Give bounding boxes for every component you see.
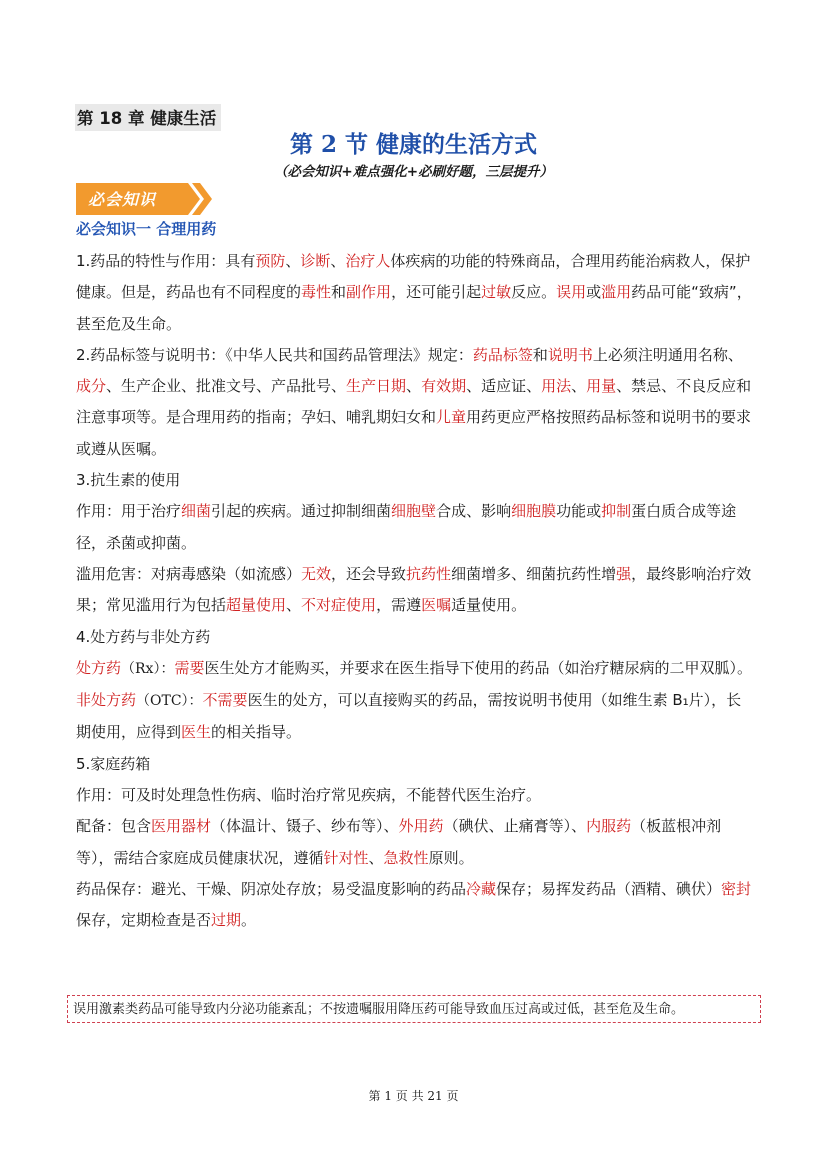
note-box: 误用激素类药品可能导致内分泌功能紊乱；不按遗嘱服用降压药可能导致血压过高或过低，甚至危及生命。 bbox=[67, 995, 761, 1023]
paragraph-4-rx: 处方药（Rx）：需要医生处方才能购买，并要求在医生指导下使用的药品（如治疗糖尿病的二甲双胍）。 bbox=[76, 658, 752, 677]
page-footer: 第 1 页 共 21 页 bbox=[368, 1089, 459, 1103]
paragraph-5-effect: 作用：可及时处理急性伤病、临时治疗常见疾病，不能替代医生治疗。 bbox=[76, 786, 542, 805]
paragraph-4-heading: 4.处方药与非处方药 bbox=[76, 627, 211, 646]
subsection-heading: 必会知识一 合理用药 bbox=[76, 220, 217, 238]
section-subtitle: （必会知识+难点强化+必刷好题，三层提升） bbox=[273, 164, 554, 180]
paragraph-3-harm: 滥用危害：对病毒感染（如流感）无效，还会导致抗药性细菌增多、细菌抗药性增强，最终影响治疗效果；常见滥用行为包括超量使用、不对症使用，需遵医嘱适量使用。 bbox=[76, 564, 752, 615]
paragraph-5-storage: 药品保存：避光、干燥、阴凉处存放；易受温度影响的药品冷藏保存；易挥发药品（酒精、碘伏）密封保存，定期检查是否过期。 bbox=[76, 879, 752, 930]
paragraph-2: 2.药品标签与说明书：《中华人民共和国药品管理法》规定：药品标签和说明书上必须注明通用名称、成分、生产企业、批准文号、产品批号、生产日期、有效期、适应证、用法、用量、禁忌、不良反应和注意事项等。是合理用药的指南；孕妇、哺乳期妇女和儿童用药更应严格按照药品标签和说明书的要求或遵从医嘱。 bbox=[76, 345, 752, 458]
paragraph-1: 1.药品的特性与作用：具有预防、诊断、治疗人体疾病的功能的特殊商品，合理用药能治病救人，保护健康。但是，药品也有不同程度的毒性和副作用，还可能引起过敏反应。误用或滥用药品可能“致病”，甚至危及生命。 bbox=[76, 252, 752, 333]
paragraph-3-effect: 作用：用于治疗细菌引起的疾病。通过抑制细菌细胞壁合成、影响细胞膜功能或抑制蛋白质合成等途径，杀菌或抑菌。 bbox=[76, 502, 737, 552]
content-body bbox=[76, 246, 756, 937]
banner-label: 必会知识 bbox=[88, 190, 157, 209]
chapter-title: 第 18 章 健康生活 bbox=[75, 104, 221, 131]
section-title: 第 2 节 健康的生活方式 bbox=[289, 131, 538, 158]
paragraph-4-otc: 非处方药（OTC）：不需要医生的处方，可以直接购买的药品，需按说明书使用（如维生素 B₁片），长期使用，应得到医生的相关指导。 bbox=[76, 691, 742, 742]
paragraph-5-heading: 5.家庭药箱 bbox=[76, 754, 151, 773]
paragraph-3-heading: 3.抗生素的使用 bbox=[76, 471, 181, 490]
paragraph-5-equip: 配备：包含医用器材（体温计、镊子、纱布等）、外用药（碘伏、止痛膏等）、内服药（板蓝根冲剂等），需结合家庭成员健康状况，遵循针对性、急救性原则。 bbox=[76, 817, 722, 867]
